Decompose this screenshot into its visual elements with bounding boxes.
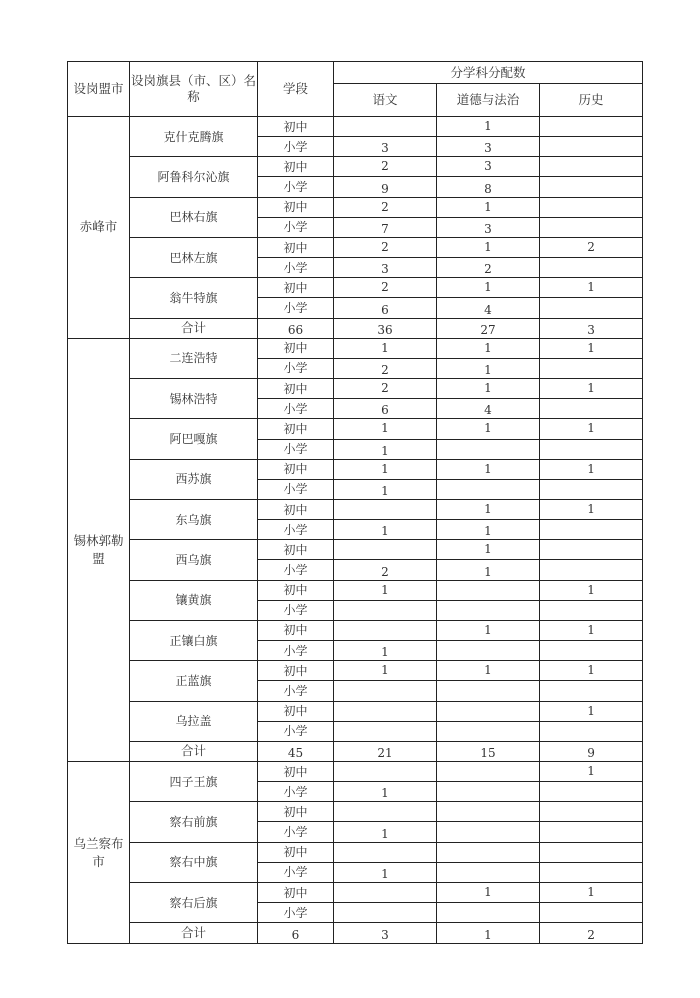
value-cell: 2: [334, 237, 437, 257]
value-cell: [334, 762, 437, 782]
county-cell: 阿巴嘎旗: [130, 419, 258, 459]
total-sum: 6: [258, 923, 334, 944]
value-cell: 1: [334, 419, 437, 439]
value-cell: [437, 580, 540, 600]
value-cell: 4: [437, 298, 540, 318]
stage-cell: 小学: [258, 862, 334, 882]
table-row: [68, 842, 643, 862]
value-cell: 6: [334, 399, 437, 419]
value-cell: 1: [437, 459, 540, 479]
value-cell: 1: [334, 580, 437, 600]
total-row: [68, 923, 643, 944]
value-cell: 7: [334, 217, 437, 237]
stage-cell: 初中: [258, 117, 334, 137]
stage-cell: 小学: [258, 520, 334, 540]
table-row: [68, 379, 643, 399]
total-row: [68, 318, 643, 338]
header-county: 设岗旗县（市、区）名称: [130, 62, 258, 117]
value-cell: [540, 782, 643, 802]
county-cell: 巴林左旗: [130, 237, 258, 277]
value-cell: [540, 520, 643, 540]
value-cell: 1: [334, 862, 437, 882]
table-row: [68, 762, 643, 782]
stage-cell: 小学: [258, 600, 334, 620]
value-cell: 1: [334, 338, 437, 358]
table-row: [68, 701, 643, 721]
value-cell: [437, 681, 540, 701]
value-cell: [334, 117, 437, 137]
value-cell: 1: [437, 338, 540, 358]
value-cell: 1: [437, 237, 540, 257]
table-row: [68, 157, 643, 177]
stage-cell: 初中: [258, 540, 334, 560]
value-cell: 1: [540, 661, 643, 681]
value-cell: [540, 439, 643, 459]
value-cell: 1: [437, 117, 540, 137]
value-cell: [437, 862, 540, 882]
county-cell: 西乌旗: [130, 540, 258, 580]
stage-cell: 小学: [258, 399, 334, 419]
total-value: 3: [334, 923, 437, 944]
header-subject-history: 历史: [540, 84, 643, 117]
value-cell: [540, 197, 643, 217]
total-value: 21: [334, 741, 437, 761]
total-value: 15: [437, 741, 540, 761]
value-cell: 2: [334, 379, 437, 399]
value-cell: [540, 298, 643, 318]
county-cell: 克什克腾旗: [130, 117, 258, 157]
value-cell: [437, 822, 540, 842]
value-cell: [540, 157, 643, 177]
value-cell: [437, 439, 540, 459]
county-cell: 正镶白旗: [130, 620, 258, 660]
county-cell: 东乌旗: [130, 499, 258, 539]
value-cell: [334, 620, 437, 640]
stage-cell: 初中: [258, 701, 334, 721]
value-cell: [540, 721, 643, 741]
value-cell: [540, 479, 643, 499]
value-cell: [540, 540, 643, 560]
value-cell: 2: [334, 560, 437, 580]
stage-cell: 小学: [258, 258, 334, 278]
value-cell: [540, 862, 643, 882]
value-cell: 1: [540, 580, 643, 600]
table-row: [68, 882, 643, 902]
value-cell: 2: [334, 358, 437, 378]
county-cell: 察右中旗: [130, 842, 258, 882]
value-cell: 1: [437, 560, 540, 580]
table-row: [68, 620, 643, 640]
stage-cell: 小学: [258, 479, 334, 499]
county-cell: 正蓝旗: [130, 661, 258, 701]
allocation-table: [67, 61, 643, 944]
value-cell: [334, 540, 437, 560]
value-cell: 1: [540, 499, 643, 519]
stage-cell: 初中: [258, 580, 334, 600]
value-cell: [540, 177, 643, 197]
value-cell: [334, 882, 437, 902]
header-subject-group: 分学科分配数: [334, 62, 643, 84]
total-label: 合计: [130, 923, 258, 944]
value-cell: 1: [334, 439, 437, 459]
stage-cell: 初中: [258, 379, 334, 399]
value-cell: 1: [540, 459, 643, 479]
value-cell: 1: [437, 540, 540, 560]
value-cell: 2: [334, 197, 437, 217]
county-cell: 四子王旗: [130, 762, 258, 802]
total-row: [68, 741, 643, 761]
header-city: 设岗盟市: [68, 62, 130, 117]
value-cell: 4: [437, 399, 540, 419]
value-cell: [540, 560, 643, 580]
value-cell: 2: [334, 278, 437, 298]
total-sum: 66: [258, 318, 334, 338]
county-cell: 阿鲁科尔沁旗: [130, 157, 258, 197]
value-cell: [437, 762, 540, 782]
stage-cell: 初中: [258, 802, 334, 822]
value-cell: [540, 600, 643, 620]
stage-cell: 初中: [258, 197, 334, 217]
value-cell: 1: [540, 278, 643, 298]
value-cell: [540, 137, 643, 157]
stage-cell: 小学: [258, 439, 334, 459]
table-row: [68, 237, 643, 257]
value-cell: 1: [437, 882, 540, 902]
city-cell: 锡林郭勒盟: [68, 338, 130, 761]
value-cell: [437, 641, 540, 661]
value-cell: [437, 903, 540, 923]
stage-cell: 初中: [258, 419, 334, 439]
stage-cell: 初中: [258, 237, 334, 257]
stage-cell: 小学: [258, 641, 334, 661]
stage-cell: 小学: [258, 721, 334, 741]
value-cell: 1: [540, 701, 643, 721]
value-cell: 1: [437, 620, 540, 640]
table-row: [68, 459, 643, 479]
stage-cell: 小学: [258, 137, 334, 157]
stage-cell: 小学: [258, 177, 334, 197]
county-cell: 察右前旗: [130, 802, 258, 842]
value-cell: 1: [437, 379, 540, 399]
value-cell: [540, 399, 643, 419]
value-cell: [540, 641, 643, 661]
value-cell: [540, 258, 643, 278]
value-cell: 9: [334, 177, 437, 197]
stage-cell: 小学: [258, 298, 334, 318]
stage-cell: 初中: [258, 661, 334, 681]
value-cell: [540, 681, 643, 701]
value-cell: 1: [540, 379, 643, 399]
value-cell: 3: [334, 137, 437, 157]
value-cell: [437, 721, 540, 741]
value-cell: [334, 499, 437, 519]
total-value: 2: [540, 923, 643, 944]
table-row: [68, 197, 643, 217]
value-cell: 3: [437, 157, 540, 177]
table-row: [68, 278, 643, 298]
table-row: [68, 580, 643, 600]
stage-cell: 初中: [258, 762, 334, 782]
table-row: [68, 661, 643, 681]
total-value: 27: [437, 318, 540, 338]
value-cell: 1: [334, 641, 437, 661]
value-cell: 8: [437, 177, 540, 197]
value-cell: 1: [334, 459, 437, 479]
value-cell: [334, 802, 437, 822]
total-value: 3: [540, 318, 643, 338]
value-cell: [437, 479, 540, 499]
value-cell: [540, 217, 643, 237]
stage-cell: 小学: [258, 782, 334, 802]
total-value: 9: [540, 741, 643, 761]
value-cell: [437, 802, 540, 822]
value-cell: [437, 701, 540, 721]
value-cell: 1: [540, 419, 643, 439]
value-cell: [437, 600, 540, 620]
value-cell: [540, 822, 643, 842]
stage-cell: 小学: [258, 560, 334, 580]
stage-cell: 小学: [258, 903, 334, 923]
value-cell: 1: [540, 882, 643, 902]
value-cell: 1: [334, 822, 437, 842]
stage-cell: 小学: [258, 358, 334, 378]
value-cell: 3: [437, 217, 540, 237]
stage-cell: 小学: [258, 822, 334, 842]
value-cell: [334, 701, 437, 721]
value-cell: [334, 721, 437, 741]
total-label: 合计: [130, 318, 258, 338]
table-row: [68, 117, 643, 137]
stage-cell: 初中: [258, 882, 334, 902]
county-cell: 锡林浩特: [130, 379, 258, 419]
value-cell: 1: [437, 278, 540, 298]
table-row: [68, 540, 643, 560]
value-cell: [437, 782, 540, 802]
table-row: [68, 338, 643, 358]
stage-cell: 初中: [258, 459, 334, 479]
value-cell: [540, 842, 643, 862]
stage-cell: 初中: [258, 278, 334, 298]
table-row: [68, 419, 643, 439]
value-cell: [334, 903, 437, 923]
value-cell: 1: [437, 358, 540, 378]
value-cell: 1: [540, 338, 643, 358]
value-cell: 1: [334, 520, 437, 540]
value-cell: 1: [540, 620, 643, 640]
county-cell: 察右后旗: [130, 882, 258, 922]
city-cell: 赤峰市: [68, 117, 130, 339]
county-cell: 二连浩特: [130, 338, 258, 378]
header-subject-chinese: 语文: [334, 84, 437, 117]
value-cell: 1: [334, 661, 437, 681]
value-cell: 1: [437, 419, 540, 439]
value-cell: [540, 358, 643, 378]
value-cell: 1: [334, 479, 437, 499]
county-cell: 镶黄旗: [130, 580, 258, 620]
value-cell: 2: [334, 157, 437, 177]
value-cell: [334, 600, 437, 620]
value-cell: [334, 842, 437, 862]
value-cell: 1: [540, 762, 643, 782]
county-cell: 西苏旗: [130, 459, 258, 499]
header-subject-morality-law: 道德与法治: [437, 84, 540, 117]
total-value: 36: [334, 318, 437, 338]
value-cell: [334, 681, 437, 701]
value-cell: [540, 802, 643, 822]
stage-cell: 初中: [258, 620, 334, 640]
county-cell: 翁牛特旗: [130, 278, 258, 318]
value-cell: [437, 842, 540, 862]
value-cell: 1: [334, 782, 437, 802]
value-cell: 3: [437, 137, 540, 157]
county-cell: 巴林右旗: [130, 197, 258, 237]
stage-cell: 小学: [258, 681, 334, 701]
value-cell: 2: [437, 258, 540, 278]
value-cell: 1: [437, 520, 540, 540]
county-cell: 乌拉盖: [130, 701, 258, 741]
value-cell: [540, 117, 643, 137]
value-cell: 1: [437, 197, 540, 217]
total-sum: 45: [258, 741, 334, 761]
city-cell: 乌兰察布市: [68, 762, 130, 944]
stage-cell: 初中: [258, 499, 334, 519]
value-cell: 1: [437, 661, 540, 681]
value-cell: [540, 903, 643, 923]
value-cell: 2: [540, 237, 643, 257]
stage-cell: 小学: [258, 217, 334, 237]
total-label: 合计: [130, 741, 258, 761]
stage-cell: 初中: [258, 338, 334, 358]
total-value: 1: [437, 923, 540, 944]
value-cell: 6: [334, 298, 437, 318]
header-stage: 学段: [258, 62, 334, 117]
value-cell: 3: [334, 258, 437, 278]
table-row: [68, 499, 643, 519]
table-row: [68, 802, 643, 822]
stage-cell: 初中: [258, 842, 334, 862]
value-cell: 1: [437, 499, 540, 519]
stage-cell: 初中: [258, 157, 334, 177]
